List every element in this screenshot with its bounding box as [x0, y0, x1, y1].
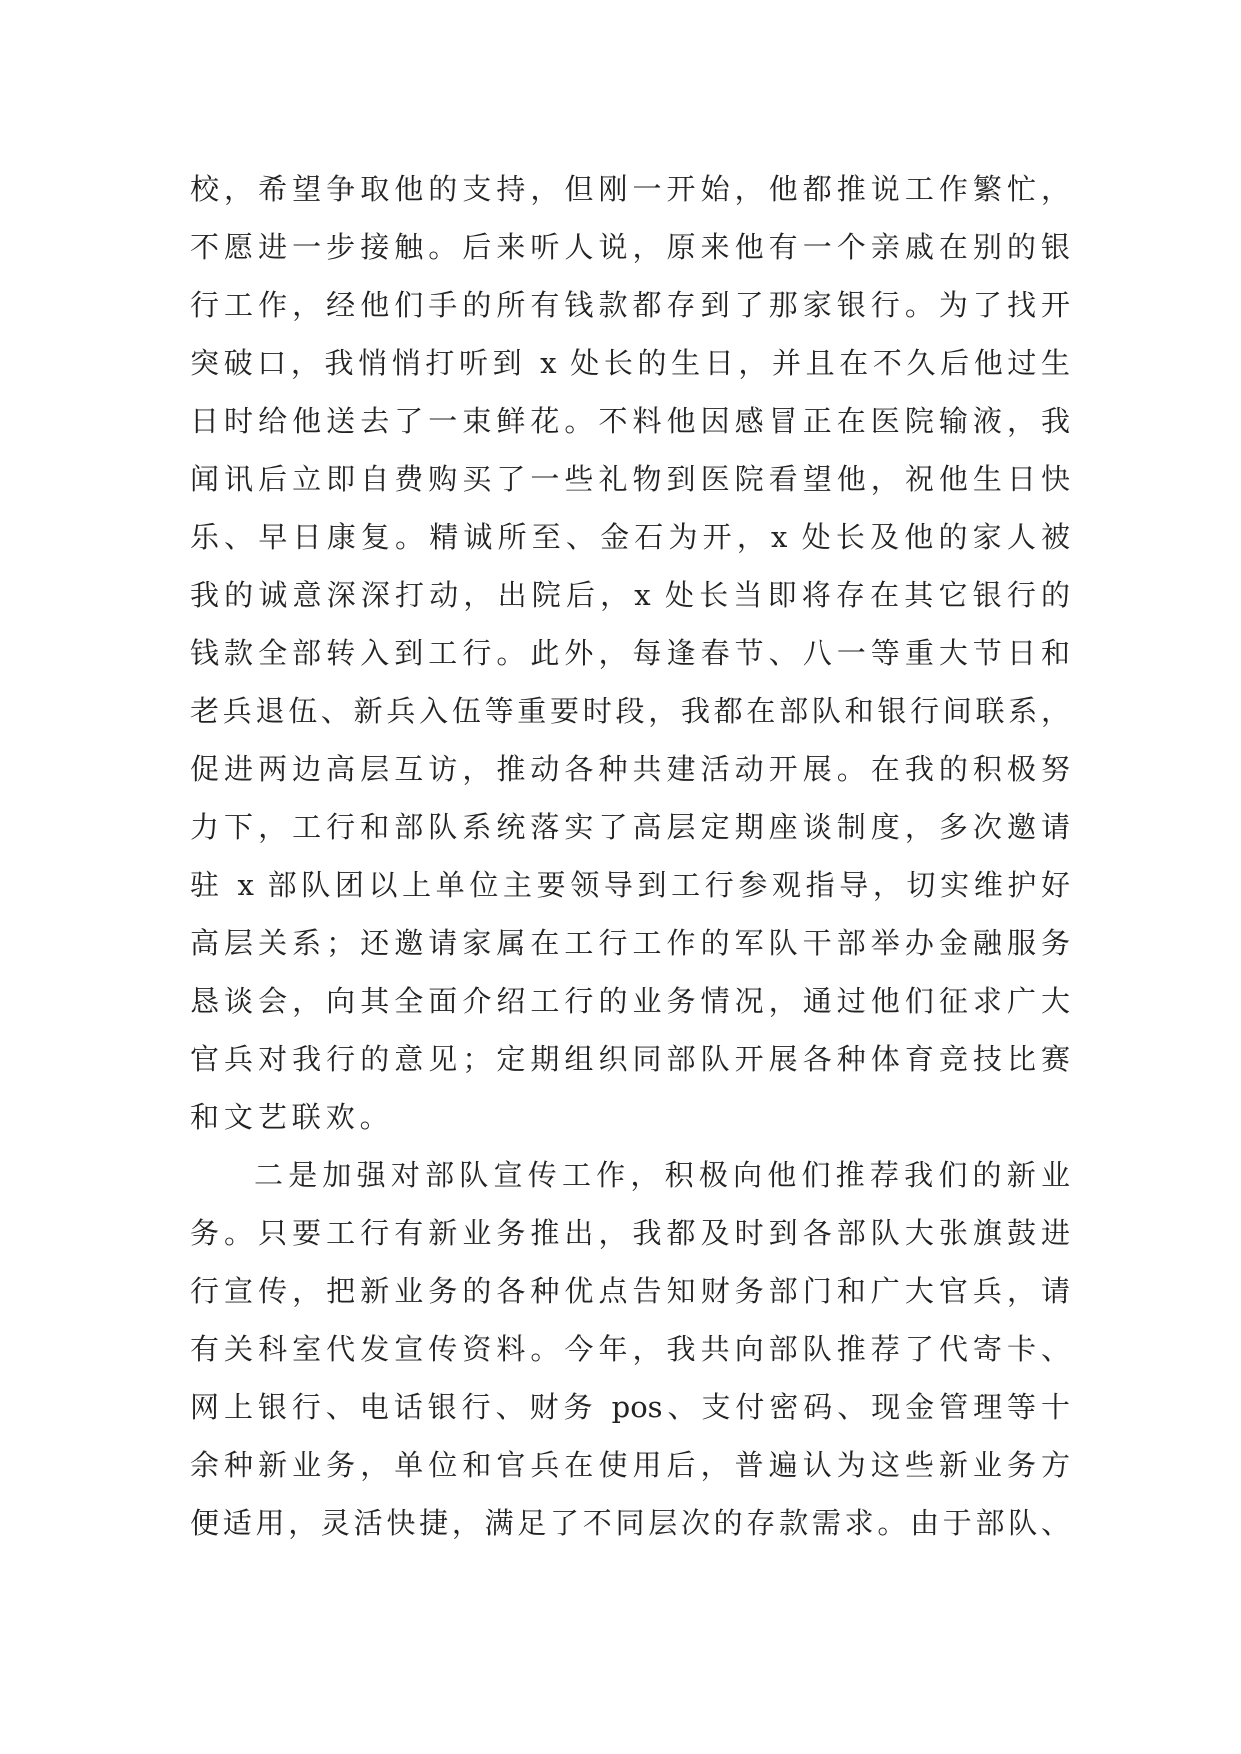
text-line: 驻 x 部队团以上单位主要领导到工行参观指导，切实维护好: [190, 868, 1070, 902]
text-line: 我的诚意深深打动，出院后，x 处长当即将存在其它银行的: [190, 578, 1070, 612]
text-line: 高层关系；还邀请家属在工行工作的军队干部举办金融服务: [190, 926, 1070, 960]
paragraph-first-line: 二是加强对部队宣传工作，积极向他们推荐我们的新业: [254, 1158, 1070, 1192]
text-line: 校，希望争取他的支持，但刚一开始，他都推说工作繁忙，: [190, 172, 1070, 206]
body-text: [190, 160, 1070, 1552]
text-line: 余种新业务，单位和官兵在使用后，普遍认为这些新业务方: [190, 1448, 1070, 1482]
text-line: 不愿进一步接触。后来听人说，原来他有一个亲戚在别的银: [190, 230, 1070, 264]
text-line: 力下，工行和部队系统落实了高层定期座谈制度，多次邀请: [190, 810, 1070, 844]
text-line: 突破口，我悄悄打听到 x 处长的生日，并且在不久后他过生: [190, 346, 1070, 380]
text-line: 网上银行、电话银行、财务 pos、支付密码、现金管理等十: [190, 1390, 1070, 1424]
text-line: 老兵退伍、新兵入伍等重要时段，我都在部队和银行间联系，: [190, 694, 1070, 728]
text-line: 恳谈会，向其全面介绍工行的业务情况，通过他们征求广大: [190, 984, 1070, 1018]
text-line: 闻讯后立即自费购买了一些礼物到医院看望他，祝他生日快: [190, 462, 1070, 496]
text-line: 便适用，灵活快捷，满足了不同层次的存款需求。由于部队、: [190, 1506, 1070, 1540]
text-line: 官兵对我行的意见；定期组织同部队开展各种体育竞技比赛: [190, 1042, 1070, 1076]
text-line: 促进两边高层互访，推动各种共建活动开展。在我的积极努: [190, 752, 1070, 786]
text-line: 行工作，经他们手的所有钱款都存到了那家银行。为了找开: [190, 288, 1070, 322]
text-line: 行宣传，把新业务的各种优点告知财务部门和广大官兵，请: [190, 1274, 1070, 1308]
text-line: 有关科室代发宣传资料。今年，我共向部队推荐了代寄卡、: [190, 1332, 1070, 1366]
text-line: 和文艺联欢。: [190, 1100, 394, 1134]
text-line: 务。只要工行有新业务推出，我都及时到各部队大张旗鼓进: [190, 1216, 1070, 1250]
text-line: 钱款全部转入到工行。此外，每逢春节、八一等重大节日和: [190, 636, 1070, 670]
text-line: 乐、早日康复。精诚所至、金石为开，x 处长及他的家人被: [190, 520, 1070, 554]
text-line: 日时给他送去了一束鲜花。不料他因感冒正在医院输液，我: [190, 404, 1070, 438]
